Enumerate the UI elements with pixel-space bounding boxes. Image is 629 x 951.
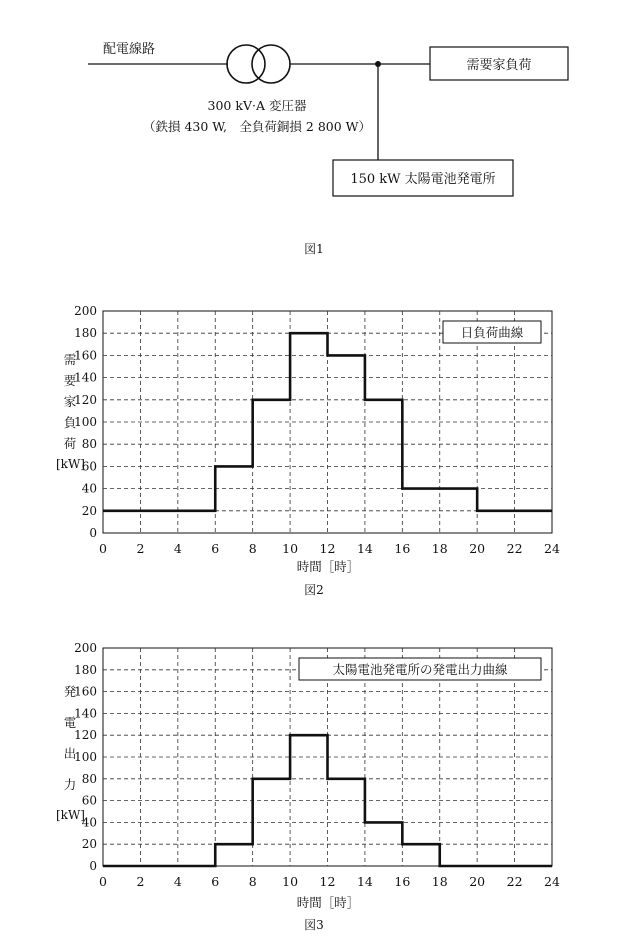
solar-output-chart bbox=[56, 641, 560, 932]
load-label: 需要家負荷 bbox=[466, 58, 532, 73]
x-tick-label: 18 bbox=[431, 874, 448, 889]
figure1-caption: 図1 bbox=[304, 242, 324, 256]
x-tick-label: 20 bbox=[469, 874, 486, 889]
x-tick-label: 10 bbox=[282, 874, 299, 889]
figure2-caption: 図2 bbox=[304, 583, 324, 597]
x-tick-labels bbox=[99, 541, 560, 556]
distribution-line-label: 配電線路 bbox=[103, 42, 156, 57]
x-axis-label: 時間［時］ bbox=[296, 559, 360, 574]
transformer-primary-coil bbox=[227, 45, 265, 83]
x-tick-label: 10 bbox=[282, 541, 299, 556]
y-tick-label: 0 bbox=[89, 859, 97, 873]
y-tick-label: 80 bbox=[81, 437, 97, 452]
y-axis-label: 需要家負荷 bbox=[63, 352, 77, 451]
y-tick-label: 160 bbox=[74, 348, 97, 363]
x-tick-label: 16 bbox=[394, 874, 411, 889]
x-tick-label: 6 bbox=[211, 541, 220, 556]
y-axis-unit: [kW] bbox=[56, 808, 85, 822]
y-tick-labels bbox=[74, 304, 97, 540]
transformer-secondary-coil bbox=[252, 45, 290, 83]
y-tick-label: 100 bbox=[74, 750, 97, 764]
load-curve-chart bbox=[56, 304, 560, 597]
y-tick-label: 200 bbox=[74, 641, 97, 655]
transformer-label: 300 kV·A 変圧器 bbox=[207, 98, 307, 113]
x-tick-label: 2 bbox=[136, 874, 145, 889]
x-tick-label: 4 bbox=[173, 541, 182, 556]
chart-title: 太陽電池発電所の発電出力曲線 bbox=[332, 662, 508, 677]
y-tick-labels bbox=[74, 641, 97, 873]
x-tick-label: 14 bbox=[356, 874, 373, 889]
x-axis-label: 時間［時］ bbox=[296, 895, 360, 910]
y-tick-label: 100 bbox=[74, 415, 97, 429]
y-tick-label: 0 bbox=[89, 526, 97, 540]
y-tick-label: 180 bbox=[74, 662, 97, 677]
y-tick-label: 80 bbox=[81, 771, 97, 786]
y-tick-label: 140 bbox=[74, 370, 97, 385]
y-tick-label: 60 bbox=[81, 459, 97, 474]
x-tick-label: 4 bbox=[173, 874, 182, 889]
chart-title: 日負荷曲線 bbox=[460, 325, 524, 340]
y-tick-label: 40 bbox=[81, 815, 97, 830]
x-tick-label: 6 bbox=[211, 874, 220, 889]
x-tick-label: 22 bbox=[506, 541, 523, 556]
y-tick-label: 20 bbox=[81, 503, 97, 518]
x-tick-labels bbox=[99, 874, 560, 889]
x-tick-label: 0 bbox=[99, 541, 107, 556]
x-tick-label: 8 bbox=[248, 541, 257, 556]
x-tick-label: 0 bbox=[99, 874, 107, 889]
x-tick-label: 2 bbox=[136, 541, 145, 556]
x-tick-label: 22 bbox=[506, 874, 523, 889]
y-tick-label: 120 bbox=[74, 392, 97, 407]
x-tick-label: 18 bbox=[431, 541, 448, 556]
y-tick-label: 160 bbox=[74, 684, 97, 699]
x-tick-label: 24 bbox=[544, 541, 560, 556]
x-tick-label: 8 bbox=[248, 874, 257, 889]
x-tick-label: 16 bbox=[394, 541, 411, 556]
y-tick-label: 120 bbox=[74, 728, 97, 743]
transformer-loss-label: （鉄損 430 W, 全負荷銅損 2 800 W） bbox=[142, 119, 372, 134]
y-tick-label: 60 bbox=[81, 793, 97, 808]
solar-plant-label: 150 kW 太陽電池発電所 bbox=[350, 172, 496, 187]
x-tick-label: 24 bbox=[544, 874, 560, 889]
y-tick-label: 180 bbox=[74, 326, 97, 341]
y-axis-unit: [kW] bbox=[56, 457, 85, 471]
x-tick-label: 12 bbox=[319, 874, 336, 889]
circuit-diagram bbox=[88, 42, 568, 256]
y-tick-label: 140 bbox=[74, 706, 97, 721]
y-axis-label: 発電出力 bbox=[63, 684, 77, 792]
figure3-caption: 図3 bbox=[304, 918, 324, 932]
y-tick-label: 40 bbox=[81, 481, 97, 496]
y-tick-label: 20 bbox=[81, 837, 97, 852]
x-tick-label: 14 bbox=[356, 541, 373, 556]
x-tick-label: 12 bbox=[319, 541, 336, 556]
x-tick-label: 20 bbox=[469, 541, 486, 556]
y-tick-label: 200 bbox=[74, 304, 97, 318]
